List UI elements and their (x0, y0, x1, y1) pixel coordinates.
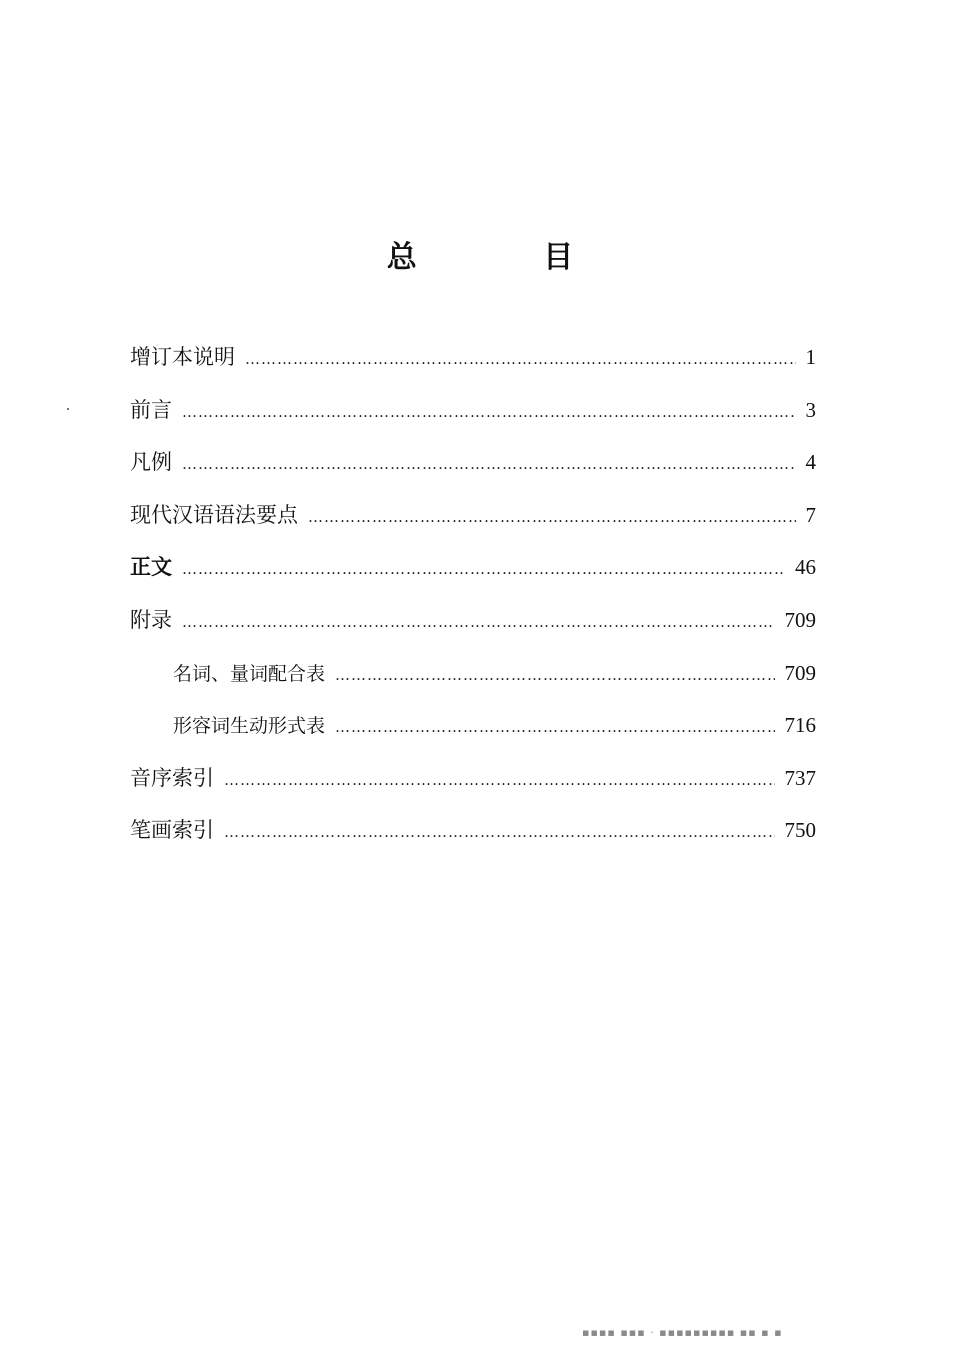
toc-entry-page: 7 (805, 502, 816, 527)
toc-entry-page: 3 (805, 397, 816, 422)
scan-footer-noise: ▪▪▪▪ ▪▪▪ · ▪▪▪▪▪▪▪▪▪ ▪▪ ▪ ▪ (582, 1326, 783, 1339)
toc-entry-label: 凡例 (130, 450, 172, 475)
toc-entry-label: 增订本说明 (130, 345, 235, 369)
toc-entry-label: 现代汉语语法要点 (130, 502, 298, 527)
dot-leader (224, 817, 775, 847)
toc-entry-page: 716 (784, 713, 816, 738)
toc-entry-page: 709 (784, 660, 816, 685)
toc-entry-page: 737 (784, 765, 816, 790)
page-title: 总 目 (386, 240, 632, 275)
dot-leader (308, 502, 796, 532)
dot-leader (182, 449, 796, 479)
toc-entry[interactable] (130, 342, 816, 395)
dot-leader (182, 607, 775, 637)
toc-entry[interactable] (130, 500, 816, 553)
toc-subentry[interactable] (130, 658, 816, 711)
scan-speck (67, 408, 69, 410)
toc-entry-page: 709 (784, 607, 816, 632)
toc-entry-page: 1 (805, 345, 816, 369)
toc-entry[interactable] (130, 447, 816, 500)
toc-entry-page: 4 (805, 450, 816, 475)
toc-entry-label: 附录 (130, 607, 172, 632)
dot-leader (182, 397, 796, 427)
dot-leader (335, 660, 774, 690)
toc-entry-label: 形容词生动形式表 (173, 715, 326, 738)
toc-entry[interactable] (130, 763, 816, 816)
toc-subentry[interactable] (130, 710, 816, 763)
toc-entry-label: 名词、量词配合表 (173, 662, 326, 685)
table-of-contents (130, 342, 816, 868)
toc-entry-label: 正文 (130, 555, 172, 580)
toc-entry[interactable] (130, 395, 816, 448)
toc-entry-label: 笔画索引 (130, 818, 214, 843)
toc-entry-label: 音序索引 (130, 765, 214, 790)
toc-entry-label: 前言 (130, 397, 172, 422)
toc-entry[interactable] (130, 815, 816, 868)
toc-entry-main-text[interactable] (130, 552, 816, 605)
dot-leader (245, 344, 796, 374)
toc-entry-page: 46 (795, 555, 816, 580)
dot-leader (182, 554, 785, 584)
dot-leader (224, 765, 775, 795)
toc-entry[interactable] (130, 605, 816, 658)
toc-entry-page: 750 (784, 818, 816, 843)
dot-leader (335, 712, 774, 742)
